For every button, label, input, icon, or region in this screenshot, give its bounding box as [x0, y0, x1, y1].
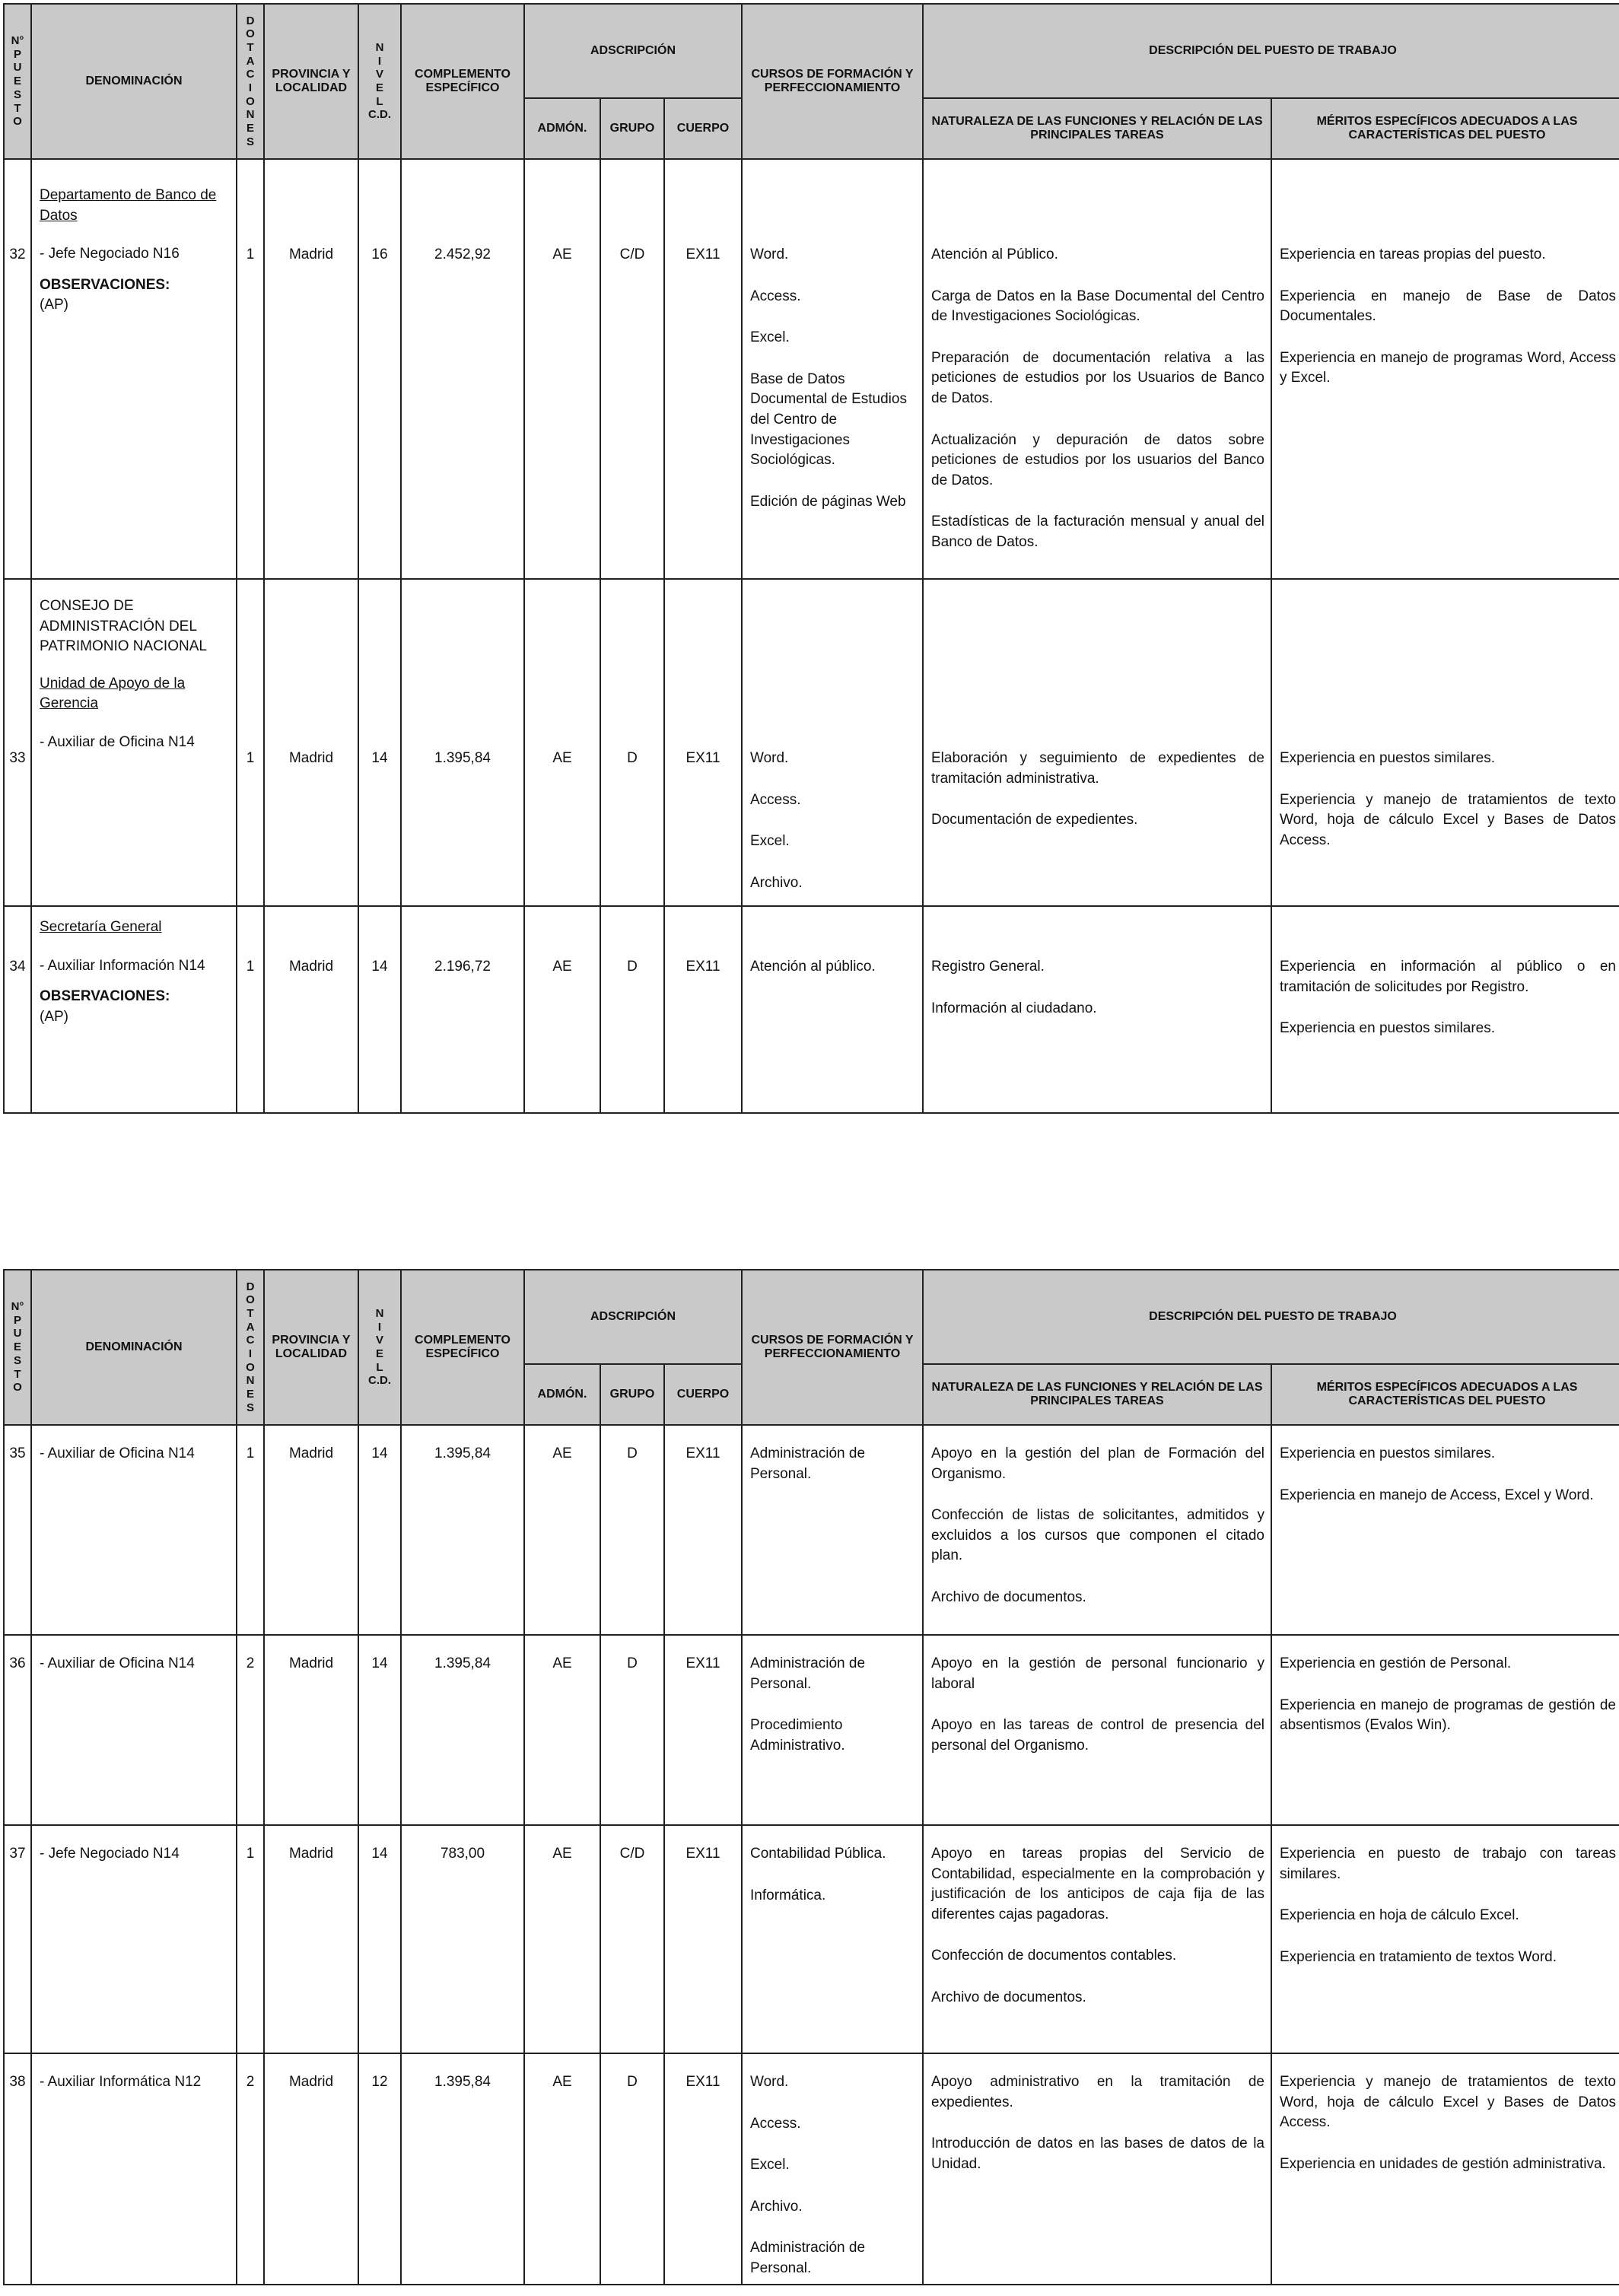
- hl: S: [246, 135, 254, 148]
- dotaciones-cell: 2: [237, 2053, 264, 2285]
- complemento-cell: 2.196,72: [401, 906, 524, 1113]
- hl: V: [375, 68, 383, 81]
- complemento-cell: 1.395,84: [401, 1635, 524, 1825]
- hl: O: [246, 1293, 255, 1307]
- header-admon: ADMÓN.: [524, 1364, 600, 1425]
- grupo-cell: D: [600, 906, 664, 1113]
- observaciones-label: OBSERVACIONES:: [40, 276, 170, 293]
- merito-item: Experiencia en puestos similares.: [1280, 1020, 1496, 1037]
- job-table-2: [3, 1269, 1619, 2285]
- nivel-cell: 14: [358, 1825, 401, 2053]
- complemento-cell: 783,00: [401, 1825, 524, 2053]
- cuerpo-cell: EX11: [664, 906, 742, 1113]
- hl: N: [246, 108, 255, 122]
- funcion-item: Confección de documentos contables.: [931, 1948, 1177, 1964]
- post-name: - Jefe Negociado N14: [40, 1846, 180, 1862]
- curso-item: Access.: [750, 791, 801, 808]
- dotaciones-cell: 2: [237, 1635, 264, 1825]
- hl: C: [246, 1334, 255, 1347]
- cuerpo-cell: EX11: [664, 1635, 742, 1825]
- header-adscripcion: ADSCRIPCIÓN: [524, 4, 742, 98]
- grupo-cell: D: [600, 579, 664, 906]
- cursos-cell: [742, 1825, 923, 2053]
- dotaciones-cell: 1: [237, 1425, 264, 1635]
- header-descripcion: DESCRIPCIÓN DEL PUESTO DE TRABAJO: [923, 4, 1619, 98]
- post-name: - Jefe Negociado N16: [40, 246, 180, 262]
- header-dotaciones: [237, 4, 264, 159]
- complemento-cell: 1.395,84: [401, 2053, 524, 2285]
- hl: P: [13, 1313, 21, 1327]
- dotaciones-letters: [237, 14, 263, 149]
- header-grupo: GRUPO: [600, 1364, 664, 1425]
- header-cuerpo: CUERPO: [664, 1364, 742, 1425]
- denominacion-cell: [31, 1635, 237, 1825]
- funcion-item: Atención al Público.: [931, 246, 1058, 262]
- n-puesto-letters: [5, 34, 30, 129]
- funcion-item: Apoyo administrativo en la tramitación de expedientes.: [931, 2074, 1264, 2110]
- meritos-cell: [1271, 159, 1619, 579]
- nivel-cell: 14: [358, 579, 401, 906]
- org-title: CONSEJO DE ADMINISTRACIÓN DEL PATRIMONIO NACIONAL: [40, 598, 207, 655]
- denominacion-cell: [31, 1825, 237, 2053]
- nivel-cell: 16: [358, 159, 401, 579]
- hl: T: [14, 101, 21, 115]
- hl: D: [246, 14, 255, 27]
- funcion-item: Apoyo en tareas propias del Servicio de Contabilidad, especialmente en la comprobación y justificación de los anticipos de caja fija de las diferentes cajas pagadoras.: [931, 1846, 1264, 1922]
- post-name: - Auxiliar de Oficina N14: [40, 1655, 195, 1671]
- table-row: [4, 2053, 1619, 2285]
- n-puesto-letters: [5, 1300, 30, 1394]
- funciones-cell: [923, 1425, 1271, 1635]
- hl: E: [375, 1347, 383, 1360]
- meritos-cell: [1271, 1635, 1619, 1825]
- merito-item: Experiencia en gestión de Personal.: [1280, 1655, 1512, 1671]
- header-meritos: MÉRITOS ESPECÍFICOS ADECUADOS A LAS CARACTERÍSTICAS DEL PUESTO: [1271, 1364, 1619, 1425]
- row-number: 38: [4, 2053, 31, 2285]
- hl: S: [13, 87, 21, 101]
- provincia-cell: Madrid: [264, 159, 358, 579]
- dotaciones-cell: 1: [237, 906, 264, 1113]
- header-descripcion: DESCRIPCIÓN DEL PUESTO DE TRABAJO: [923, 1270, 1619, 1364]
- header-n-puesto: [4, 1270, 31, 1425]
- table-row: [4, 1635, 1619, 1825]
- cuerpo-cell: EX11: [664, 1825, 742, 2053]
- funcion-item: Estadísticas de la facturación mensual y anual del Banco de Datos.: [931, 514, 1264, 550]
- curso-item: Access.: [750, 2115, 801, 2132]
- table-row: [4, 906, 1619, 1113]
- cursos-cell: [742, 159, 923, 579]
- merito-item: Experiencia en unidades de gestión administrativa.: [1280, 2155, 1606, 2172]
- post-name: - Auxiliar Información N14: [40, 957, 205, 974]
- table-row: [4, 159, 1619, 579]
- provincia-cell: Madrid: [264, 1425, 358, 1635]
- hl: E: [246, 1388, 254, 1401]
- unit-title: Departamento de Banco de Datos: [40, 187, 217, 224]
- cursos-cell: [742, 1635, 923, 1825]
- merito-item: Experiencia y manejo de tratamientos de texto Word, hoja de cálculo Excel y Bases de Datos Access.: [1280, 791, 1616, 848]
- curso-item: Edición de páginas Web: [750, 493, 906, 510]
- merito-item: Experiencia en manejo de Access, Excel y Word.: [1280, 1487, 1594, 1503]
- nivel-letters: [359, 1307, 400, 1388]
- provincia-cell: Madrid: [264, 1635, 358, 1825]
- hl: I: [377, 54, 382, 68]
- hl: S: [13, 1353, 21, 1367]
- curso-item: Word.: [750, 750, 789, 766]
- denominacion-cell: [31, 1425, 237, 1635]
- admon-cell: AE: [524, 906, 600, 1113]
- header-grupo: GRUPO: [600, 98, 664, 159]
- job-table-1: [3, 3, 1619, 1114]
- cuerpo-cell: EX11: [664, 159, 742, 579]
- unit-title: Unidad de Apoyo de la Gerencia: [40, 675, 186, 712]
- header-dotaciones: [237, 1270, 264, 1425]
- funciones-cell: [923, 1825, 1271, 2053]
- hl: P: [13, 47, 21, 61]
- unit-title: Secretaría General: [40, 919, 162, 935]
- post-name: - Auxiliar de Oficina N14: [40, 1445, 195, 1461]
- hl: C: [246, 68, 255, 81]
- cursos-cell: [742, 579, 923, 906]
- merito-item: Experiencia en manejo de programas de gestión de absentismos (Evalos Win).: [1280, 1697, 1616, 1734]
- curso-item: Archivo.: [750, 874, 803, 891]
- post-name: - Auxiliar Informática N12: [40, 2074, 202, 2090]
- hl: N: [375, 40, 384, 54]
- complemento-cell: 2.452,92: [401, 159, 524, 579]
- merito-item: Experiencia en puestos similares.: [1280, 1445, 1496, 1461]
- cuerpo-cell: EX11: [664, 1425, 742, 1635]
- funcion-item: Actualización y depuración de datos sobre peticiones de estudios por los usuarios del Banco de Datos.: [931, 431, 1264, 488]
- provincia-cell: Madrid: [264, 579, 358, 906]
- curso-item: Base de Datos Documental de Estudios del Centro de Investigaciones Sociológicas.: [750, 370, 907, 469]
- curso-item: Access.: [750, 288, 801, 304]
- nivel-cell: 12: [358, 2053, 401, 2285]
- hl: O: [246, 1360, 255, 1374]
- header-complemento: COMPLEMENTO ESPECÍFICO: [401, 1270, 524, 1425]
- funciones-cell: [923, 2053, 1271, 2285]
- hl: O: [13, 115, 22, 129]
- funciones-cell: [923, 1635, 1271, 1825]
- dotaciones-letters: [237, 1280, 263, 1415]
- merito-item: Experiencia en hoja de cálculo Excel.: [1280, 1907, 1519, 1924]
- funciones-cell: [923, 579, 1271, 906]
- observaciones-label: OBSERVACIONES:: [40, 988, 170, 1005]
- denominacion-cell: [31, 159, 237, 579]
- hl: T: [14, 1367, 21, 1381]
- cursos-cell: [742, 1425, 923, 1635]
- complemento-cell: 1.395,84: [401, 1425, 524, 1635]
- hl: N: [246, 1374, 255, 1388]
- header-meritos: MÉRITOS ESPECÍFICOS ADECUADOS A LAS CARACTERÍSTICAS DEL PUESTO: [1271, 98, 1619, 159]
- hl: V: [375, 1334, 383, 1347]
- cursos-cell: [742, 2053, 923, 2285]
- meritos-cell: [1271, 579, 1619, 906]
- provincia-cell: Madrid: [264, 2053, 358, 2285]
- hl: U: [13, 1327, 22, 1340]
- funcion-item: Carga de Datos en la Base Documental del Centro de Investigaciones Sociológicas.: [931, 288, 1264, 325]
- merito-item: Experiencia en puesto de trabajo con tareas similares.: [1280, 1846, 1616, 1882]
- row-number: 32: [4, 159, 31, 579]
- complemento-cell: 1.395,84: [401, 579, 524, 906]
- observaciones-value: (AP): [40, 297, 68, 313]
- provincia-cell: Madrid: [264, 1825, 358, 2053]
- merito-item: Experiencia en tratamiento de textos Word.: [1280, 1948, 1557, 1965]
- denominacion-cell: [31, 579, 237, 906]
- funcion-item: Introducción de datos en las bases de datos de la Unidad.: [931, 2135, 1264, 2172]
- merito-item: Experiencia en puestos similares.: [1280, 750, 1496, 766]
- table-row: [4, 1825, 1619, 2053]
- curso-item: Administración de Personal.: [750, 2240, 866, 2276]
- hl: L: [376, 1360, 383, 1374]
- header-provincia: PROVINCIA Y LOCALIDAD: [264, 4, 358, 159]
- table-row: [4, 579, 1619, 906]
- header-denominacion: DENOMINACIÓN: [31, 1270, 237, 1425]
- meritos-cell: [1271, 906, 1619, 1113]
- denominacion-cell: [31, 2053, 237, 2285]
- curso-item: Procedimiento Administrativo.: [750, 1717, 845, 1754]
- header-cuerpo: CUERPO: [664, 98, 742, 159]
- grupo-cell: D: [600, 1425, 664, 1635]
- hl: E: [13, 1340, 21, 1354]
- funcion-item: Apoyo en la gestión del plan de Formación del Organismo.: [931, 1445, 1264, 1482]
- dotaciones-cell: 1: [237, 159, 264, 579]
- header-cursos: CURSOS DE FORMACIÓN Y PERFECCIONAMIENTO: [742, 1270, 923, 1425]
- hl: A: [246, 1320, 255, 1334]
- row-number: 35: [4, 1425, 31, 1635]
- funcion-item: Confección de listas de solicitantes, admitidos y excluidos a los cursos que componen el citado plan.: [931, 1507, 1264, 1564]
- header-adscripcion: ADSCRIPCIÓN: [524, 1270, 742, 1364]
- hl: I: [248, 81, 253, 94]
- header-admon: ADMÓN.: [524, 98, 600, 159]
- header-nivel: [358, 1270, 401, 1425]
- dotaciones-cell: 1: [237, 579, 264, 906]
- grupo-cell: C/D: [600, 1825, 664, 2053]
- admon-cell: AE: [524, 159, 600, 579]
- funcion-item: Información al ciudadano.: [931, 1000, 1097, 1016]
- curso-item: Administración de Personal.: [750, 1445, 866, 1482]
- grupo-cell: D: [600, 1635, 664, 1825]
- nivel-cell: 14: [358, 1635, 401, 1825]
- hl: O: [13, 1381, 22, 1394]
- meritos-cell: [1271, 2053, 1619, 2285]
- admon-cell: AE: [524, 2053, 600, 2285]
- curso-item: Excel.: [750, 833, 790, 850]
- funcion-item: Archivo de documentos.: [931, 1588, 1086, 1605]
- merito-item: Experiencia en información al público o en tramitación de solicitudes por Registro.: [1280, 959, 1616, 995]
- curso-item: Excel.: [750, 2157, 790, 2174]
- hl: N: [375, 1306, 384, 1320]
- hl: E: [375, 81, 383, 94]
- row-number: 33: [4, 579, 31, 906]
- admon-cell: AE: [524, 579, 600, 906]
- merito-item: Experiencia en manejo de Base de Datos Documentales.: [1280, 288, 1616, 325]
- funcion-item: Registro General.: [931, 959, 1045, 975]
- hl: C.D.: [368, 108, 391, 122]
- funcion-item: Apoyo en la gestión de personal funcionario y laboral: [931, 1655, 1264, 1692]
- merito-item: Experiencia en tareas propias del puesto.: [1280, 246, 1546, 262]
- nivel-letters: [359, 41, 400, 122]
- curso-item: Contabilidad Pública.: [750, 1846, 886, 1862]
- admon-cell: AE: [524, 1635, 600, 1825]
- hl: O: [246, 94, 255, 108]
- hl: N°: [11, 1300, 24, 1314]
- funcion-item: Elaboración y seguimiento de expedientes de tramitación administrativa.: [931, 750, 1264, 787]
- merito-item: Experiencia y manejo de tratamientos de texto Word, hoja de cálculo Excel y Bases de Datos Access.: [1280, 2074, 1616, 2131]
- cuerpo-cell: EX11: [664, 2053, 742, 2285]
- observaciones-value: (AP): [40, 1008, 68, 1025]
- nivel-cell: 14: [358, 906, 401, 1113]
- funcion-item: Apoyo en las tareas de control de presencia del personal del Organismo.: [931, 1717, 1264, 1754]
- table-row: [4, 1425, 1619, 1635]
- grupo-cell: D: [600, 2053, 664, 2285]
- hl: T: [247, 1306, 254, 1320]
- nivel-cell: 14: [358, 1425, 401, 1635]
- hl: N°: [11, 34, 24, 48]
- header-provincia: PROVINCIA Y LOCALIDAD: [264, 1270, 358, 1425]
- header-nivel: [358, 4, 401, 159]
- funcion-item: Archivo de documentos.: [931, 1989, 1086, 2005]
- merito-item: Experiencia en manejo de programas Word, Access y Excel.: [1280, 349, 1616, 386]
- funcion-item: Preparación de documentación relativa a las peticiones de estudios por los Usuarios de Banco de Datos.: [931, 349, 1264, 406]
- meritos-cell: [1271, 1825, 1619, 2053]
- admon-cell: AE: [524, 1825, 600, 2053]
- hl: O: [246, 27, 255, 41]
- row-number: 37: [4, 1825, 31, 2053]
- meritos-cell: [1271, 1425, 1619, 1635]
- curso-item: Word.: [750, 246, 789, 262]
- curso-item: Atención al público.: [750, 959, 876, 975]
- header-naturaleza: NATURALEZA DE LAS FUNCIONES Y RELACIÓN DE LAS PRINCIPALES TAREAS: [923, 98, 1271, 159]
- post-name: - Auxiliar de Oficina N14: [40, 733, 195, 750]
- header-denominacion: DENOMINACIÓN: [31, 4, 237, 159]
- hl: A: [246, 54, 255, 68]
- row-number: 36: [4, 1635, 31, 1825]
- hl: T: [247, 40, 254, 54]
- hl: S: [246, 1401, 254, 1414]
- hl: C.D.: [368, 1374, 391, 1388]
- hl: I: [248, 1347, 253, 1360]
- provincia-cell: Madrid: [264, 906, 358, 1113]
- header-naturaleza: NATURALEZA DE LAS FUNCIONES Y RELACIÓN DE LAS PRINCIPALES TAREAS: [923, 1364, 1271, 1425]
- curso-item: Excel.: [750, 329, 790, 346]
- curso-item: Archivo.: [750, 2198, 803, 2215]
- hl: I: [377, 1320, 382, 1334]
- header-cursos: CURSOS DE FORMACIÓN Y PERFECCIONAMIENTO: [742, 4, 923, 159]
- row-number: 34: [4, 906, 31, 1113]
- hl: E: [246, 122, 254, 135]
- cursos-cell: [742, 906, 923, 1113]
- funciones-cell: [923, 906, 1271, 1113]
- funciones-cell: [923, 159, 1271, 579]
- hl: U: [13, 61, 22, 75]
- hl: E: [13, 75, 21, 88]
- cuerpo-cell: EX11: [664, 579, 742, 906]
- curso-item: Word.: [750, 2074, 789, 2090]
- hl: L: [376, 94, 383, 108]
- admon-cell: AE: [524, 1425, 600, 1635]
- funcion-item: Documentación de expedientes.: [931, 812, 1138, 828]
- header-complemento: COMPLEMENTO ESPECÍFICO: [401, 4, 524, 159]
- curso-item: Administración de Personal.: [750, 1655, 866, 1692]
- curso-item: Informática.: [750, 1887, 826, 1903]
- denominacion-cell: [31, 906, 237, 1113]
- grupo-cell: C/D: [600, 159, 664, 579]
- hl: D: [246, 1280, 255, 1293]
- dotaciones-cell: 1: [237, 1825, 264, 2053]
- header-n-puesto: [4, 4, 31, 159]
